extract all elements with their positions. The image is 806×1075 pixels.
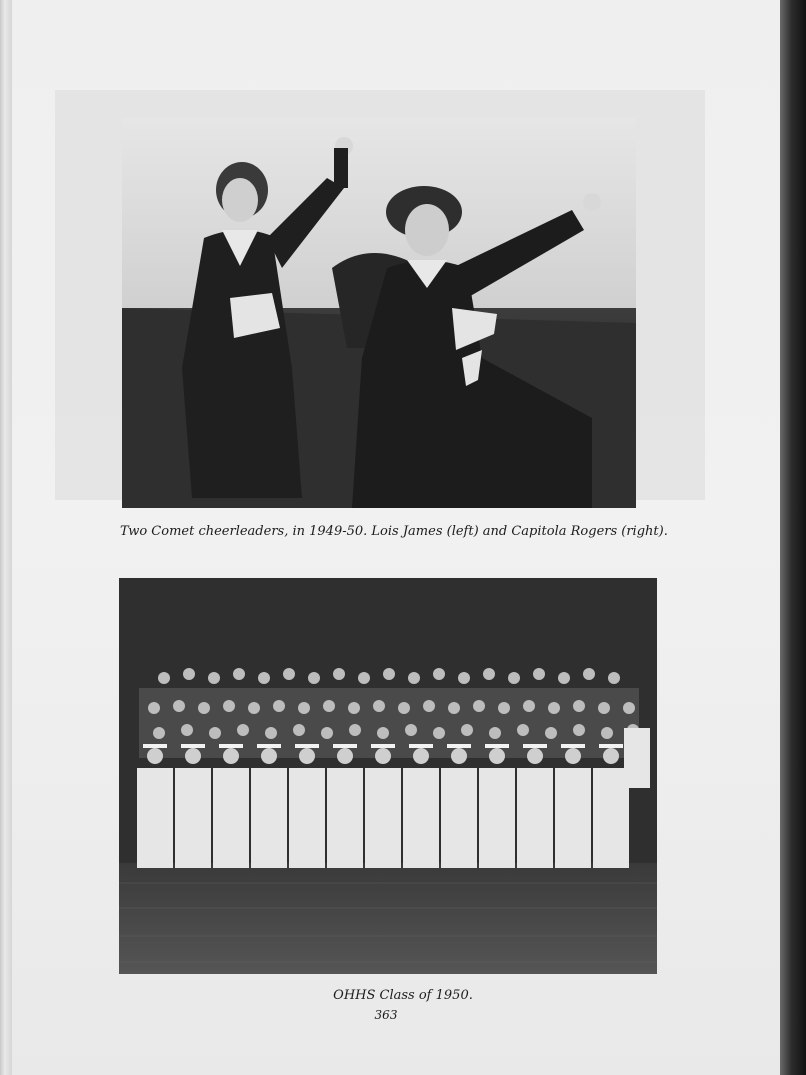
page-edge [0, 0, 12, 1075]
class-photo-caption: OHHS Class of 1950. [333, 988, 473, 1003]
cheerleaders-photo [122, 118, 636, 508]
class-photo-image [119, 578, 657, 974]
page-number: 363 [374, 1008, 398, 1022]
book-spine-shadow [780, 0, 806, 1075]
class-of-1950-photo [119, 578, 657, 974]
cheerleaders-photo-image [122, 118, 636, 508]
cheerleaders-caption: Two Comet cheerleaders, in 1949-50. Lois James (left) and Capitola Rogers (right). [120, 524, 668, 539]
